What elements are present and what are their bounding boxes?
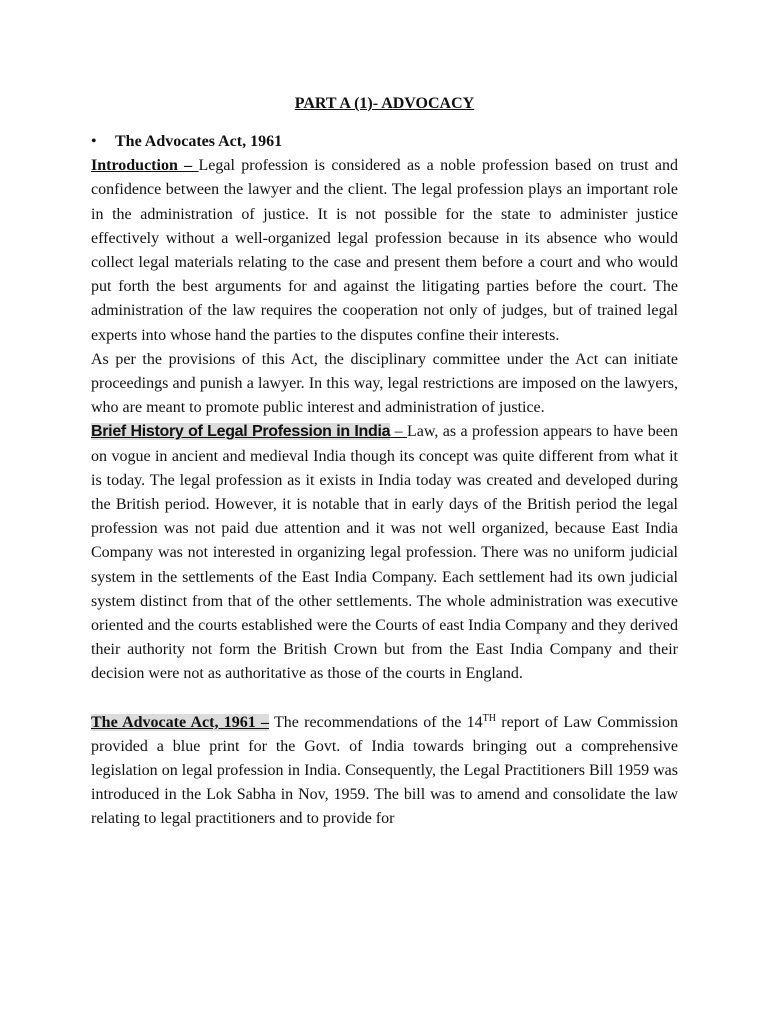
history-dash: – (390, 423, 408, 441)
introduction-paragraph (91, 154, 678, 348)
page-title: PART A (1)- ADVOCACY (294, 95, 475, 112)
advocate-act-paragraph (91, 711, 678, 832)
bullet-item (91, 130, 678, 154)
provisions-paragraph: As per the provisions of this Act, the disciplinary committee under the Act can initiate proceedings and punish a lawyer. In this way, legal restrictions are imposed on the lawyers, who are meant to promote public interest and administration of justice. (91, 350, 678, 417)
document-page (91, 92, 678, 832)
advocate-act-text-before: The recommendations of the 14 (269, 713, 483, 731)
introduction-heading: Introduction – (91, 157, 199, 175)
advocate-act-heading: The Advocate Act, 1961 – (91, 713, 270, 731)
paragraph-spacer (91, 687, 678, 711)
bullet-icon: • (91, 133, 97, 150)
history-text: Law, as a profession appears to have been on vogue in ancient and medieval India though its concept was quite different from what it is today. The legal profession as it exists in India today was created and developed during the British period. However, it is notable that in early days of the British period the legal profession was not paid due attention and it was not well organized, because East India Company was not interested in organizing legal profession. There was no uniform judicial system in the settlements of the East India Company. Each settlement had its own judicial system distinct from that of the other settlements. The whole administration was executive oriented and the courts established were the Courts of east India Company and they derived their authority not form the British Crown but from the East India Company and their decision were not as authoritative as those of the courts in England. (91, 423, 679, 683)
bullet-item-text: The Advocates Act, 1961 (115, 133, 283, 150)
superscript-th: TH (482, 712, 496, 724)
history-paragraph (91, 420, 678, 686)
introduction-text: Legal profession is considered as a noble profession based on trust and confidence between the lawyer and the client. The legal profession plays an important role in the administration of justice. It is not possible for the state to administer justice effectively without a well-organized legal profession because in its absence who would collect legal materials relating to the case and present them before a court and who would put forth the best arguments for and against the litigating parties before the court. The administration of the law requires the cooperation not only of judges, but of trained legal experts into whose hand the parties to the disputes confine their interests. (91, 157, 678, 344)
history-heading: Brief History of Legal Profession in India (91, 423, 391, 441)
advocate-act-text-after: report of Law Commission provided a blue print for the Govt. of India towards bringing out a comprehensive legislation on legal profession in India. Consequently, the Legal Practitioners Bill 1959 was introduced in the Lok Sabha in Nov, 1959. The bill was to amend and consolidate the law relating to legal practitioners and to provide for (91, 713, 679, 828)
